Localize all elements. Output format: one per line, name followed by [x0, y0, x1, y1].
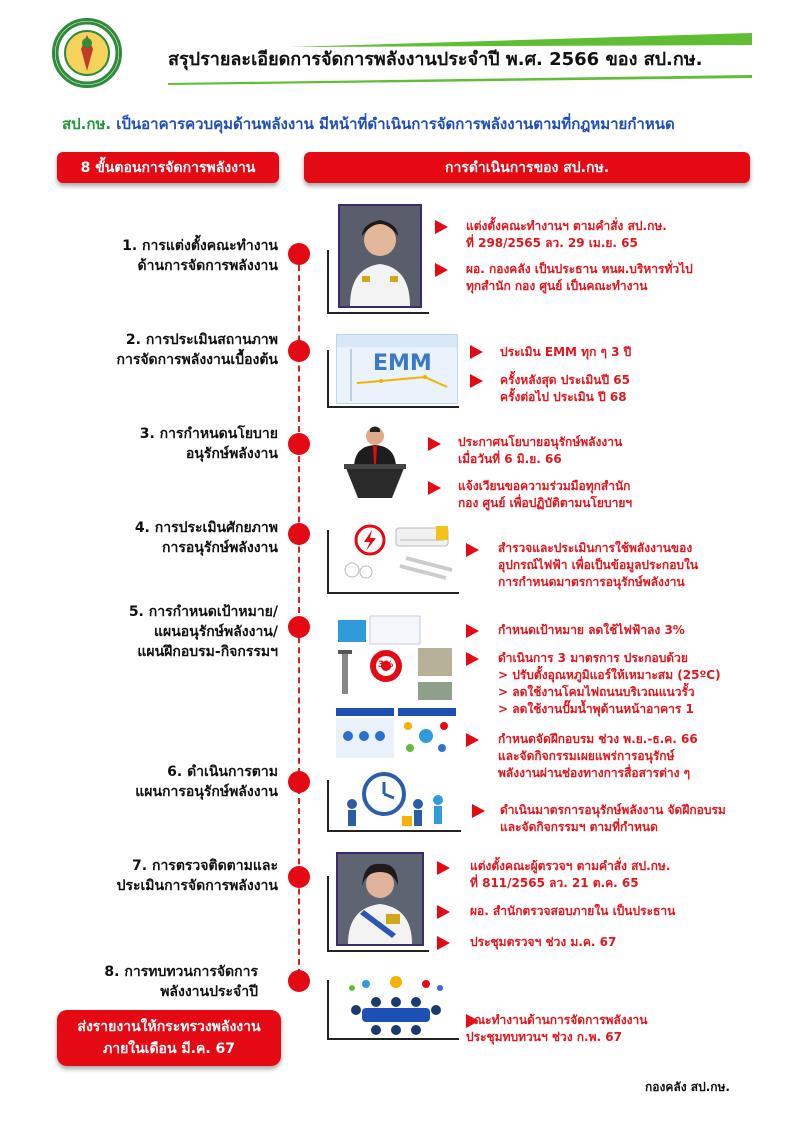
- step-2-emm-chart-image: [336, 334, 458, 404]
- step-4-bullet-1-line3: การกำหนดมาตรการอนุรักษ์พลังงาน: [498, 575, 685, 589]
- step-4-bullet-1-line2: อุปกรณ์ไฟฟ้า เพื่อเป็นข้อมูลประกอบใน: [498, 558, 699, 572]
- step-5-bullet-3-line2: และจัดกิจกรรมเผยแพร่การอนุรักษ์: [498, 749, 675, 763]
- step-1-bullet-2-line1: ผอ. กองคลัง เป็นประธาน หนผ.บริหารทั่วไป: [466, 262, 693, 276]
- step-6-bullet-1-line1: ดำเนินมาตรการอนุรักษ์พลังงาน จัดฝึกอบรม: [500, 803, 726, 817]
- page-subtitle: [62, 112, 675, 136]
- step-2-bullet-1-arrow: [470, 345, 483, 359]
- step-2-bullet-2: [500, 372, 630, 406]
- step-4-title: [40, 518, 278, 558]
- step-5-line2: แผนอนุรักษ์พลังงาน/: [153, 624, 278, 640]
- step-6-bullet-1: [500, 802, 726, 836]
- ministry-logo: [52, 18, 122, 88]
- step-2-dot: [288, 340, 310, 362]
- step-7-bullet-2-line1: ผอ. สำนักตรวจสอบภายใน เป็นประธาน: [470, 904, 676, 918]
- step-3-dot: [288, 433, 310, 455]
- step-5-bullet-2-line3: > ลดใช้งานโคมไฟถนนบริเวณแนวรั้ว: [498, 685, 695, 699]
- step-2-line2: การจัดการพลังงานเบื้องต้น: [116, 352, 278, 368]
- step-5-bullet-2-line4: > ลดใช้งานปั๊มน้ำพุด้านหน้าอาคาร 1: [498, 702, 694, 716]
- step-2-bullet-2-line2: ครั้งต่อไป ประเมิน ปี 68: [500, 390, 627, 404]
- step-8-bullet-1-line2: ประชุมทบทวนฯ ช่วง ก.พ. 67: [466, 1030, 622, 1044]
- step-1-portrait-image: [338, 204, 422, 308]
- step-4-line2: การอนุรักษ์พลังงาน: [162, 540, 278, 556]
- step-1-line1: 1. การแต่งตั้งคณะทำงาน: [122, 238, 278, 254]
- step-7-bullet-1-line1: แต่งตั้งคณะผู้ตรวจฯ ตามคำสั่ง สป.กษ.: [470, 859, 671, 873]
- step-5-dot: [288, 616, 310, 638]
- step-7-line1: 7. การตรวจติดตามและ: [132, 858, 278, 874]
- step-1-bullet-1-arrow: [435, 220, 448, 234]
- step-7-bullet-1-line2: ที่ 811/2565 ลว. 21 ต.ค. 65: [470, 876, 639, 890]
- step-6-bullet-1-arrow: [472, 804, 485, 818]
- step-1-dot: [288, 243, 310, 265]
- step-5-bullet-3: [498, 731, 698, 782]
- step-1-bullet-1-line1: แต่งตั้งคณะทำงานฯ ตามคำสั่ง สป.กษ.: [466, 219, 667, 233]
- step-2-bullet-2-arrow: [470, 374, 483, 388]
- step-4-appliances-image: [336, 518, 458, 590]
- step-5-title: [40, 602, 278, 662]
- step-6-title: [40, 762, 278, 802]
- step-5-bullet-1: [498, 622, 685, 639]
- step-3-line1: 3. การกำหนดนโยบาย: [139, 426, 278, 442]
- emm-label: EMM: [373, 351, 432, 376]
- page-title: สรุปรายละเอียดการจัดการพลังงานประจำปี พ.ศ. 2566 ของ สป.กษ.: [168, 49, 703, 70]
- step-4-bullet-1-line1: สำรวจและประเมินการใช้พลังงานของ: [498, 541, 693, 555]
- step-3-bullet-2-arrow: [428, 481, 441, 495]
- step-4-line1: 4. การประเมินศักยภาพ: [134, 520, 278, 536]
- step-4-bullet-1: [498, 540, 698, 591]
- step-5-bullet-2: [498, 650, 721, 718]
- step-1-line2: ด้านการจัดการพลังงาน: [137, 258, 278, 274]
- step-7-bullet-3: [470, 934, 616, 951]
- step-3-bullet-2-line1: แจ้งเวียนขอความร่วมมือทุกสำนัก: [458, 479, 631, 493]
- step-5-line3: แผนฝึกอบรม-กิจกรรมฯ: [137, 644, 278, 660]
- step-5-bullet-2-line1: ดำเนินการ 3 มาตรการ ประกอบด้วย: [498, 651, 688, 665]
- step-5-bullet-1-line1: กำหนดเป้าหมาย ลดใช้ไฟฟ้าลง 3%: [498, 623, 685, 637]
- step-7-title: [40, 856, 278, 896]
- step-8-line1: 8. การทบทวนการจัดการ: [104, 964, 258, 980]
- step-5-plan-collage-image: [334, 612, 458, 762]
- header-green-underline: [168, 70, 752, 80]
- step-2-line1: 2. การประเมินสถานภาพ: [125, 332, 278, 348]
- step-7-bullet-3-line1: ประชุมตรวจฯ ช่วง ม.ค. 67: [470, 935, 617, 949]
- step-1-bullet-2-arrow: [435, 263, 448, 277]
- report-deadline-box: [57, 1010, 281, 1066]
- step-2-bullet-2-line1: ครั้งหลังสุด ประเมินปี 65: [500, 373, 630, 387]
- step-3-bullet-1-line2: เมื่อวันที่ 6 มิ.ย. 66: [458, 452, 562, 466]
- step-5-bullet-3-line1: กำหนดจัดฝึกอบรม ช่วง พ.ย.-ธ.ค. 66: [498, 732, 698, 746]
- step-8-title: [40, 962, 258, 1002]
- report-deadline-line2: ภายในเดือน มี.ค. 67: [102, 1041, 235, 1057]
- step-1-bullet-2-line2: ทุกสำนัก กอง ศูนย์ เป็นคณะทำงาน: [466, 279, 648, 293]
- step-7-dot: [288, 866, 310, 888]
- step-2-bullet-1: [500, 344, 631, 361]
- step-3-bullet-1: [458, 434, 622, 468]
- subtitle-text: เป็นอาคารควบคุมด้านพลังงาน มีหน้าที่ดำเนินการจัดการพลังงานตามที่กฎหมายกำหนด: [111, 115, 675, 133]
- page-credit: กองคลัง สป.กษ.: [645, 1080, 730, 1094]
- step-4-bullet-1-arrow: [466, 543, 479, 557]
- step-6-dot: [288, 771, 310, 793]
- target-percent-label: 3%: [378, 660, 394, 670]
- step-5-bullet-2-arrow: [466, 652, 479, 666]
- report-deadline-line1: ส่งรายงานให้กระทรวงพลังงาน: [77, 1019, 261, 1035]
- steps-banner: 8 ขั้นตอนการจัดการพลังงาน: [57, 152, 279, 183]
- step-7-bullet-1-arrow: [437, 861, 450, 875]
- step-3-speaker-image: [340, 424, 410, 498]
- step-5-bullet-3-line3: พลังงานผ่านช่องทางการสื่อสารต่าง ๆ: [498, 766, 691, 780]
- actions-banner: การดำเนินการของ สป.กษ.: [304, 152, 750, 183]
- step-5-line1: 5. การกำหนดเป้าหมาย/: [128, 604, 278, 620]
- step-2-bullet-1-line1: ประเมิน EMM ทุก ๆ 3 ปี: [500, 345, 632, 359]
- step-5-bullet-2-line2: > ปรับตั้งอุณหภูมิแอร์ให้เหมาะสม (25ºC): [498, 668, 721, 682]
- step-1-title: [40, 236, 278, 276]
- step-2-title: [40, 330, 278, 370]
- step-7-bullet-1: [470, 858, 670, 892]
- step-3-title: [40, 424, 278, 464]
- subtitle-org: สป.กษ.: [62, 115, 112, 133]
- step-3-bullet-2-line2: กอง ศูนย์ เพื่อปฏิบัติตามนโยบายฯ: [458, 496, 633, 510]
- step-8-bullet-1-line1: คณะทำงานด้านการจัดการพลังงาน: [466, 1013, 648, 1027]
- step-8-bullet-1: [466, 1012, 647, 1046]
- step-3-bullet-1-line1: ประกาศนโยบายอนุรักษ์พลังงาน: [458, 435, 623, 449]
- step-6-line2: แผนการอนุรักษ์พลังงาน: [135, 784, 278, 800]
- step-6-teamwork-image: [340, 770, 456, 828]
- step-1-bullet-2: [466, 261, 693, 295]
- step-8-line2: พลังงานประจำปี: [160, 984, 258, 1000]
- step-4-dot: [288, 523, 310, 545]
- step-1-bullet-1-line2: ที่ 298/2565 ลว. 29 เม.ย. 65: [466, 236, 638, 250]
- step-7-portrait-image: [336, 852, 424, 946]
- step-7-bullet-2-arrow: [437, 905, 450, 919]
- step-6-bullet-1-line2: และจัดกิจกรรมฯ ตามที่กำหนด: [500, 820, 658, 834]
- step-3-line2: อนุรักษ์พลังงาน: [185, 446, 278, 462]
- step-5-bullet-3-arrow: [466, 733, 479, 747]
- step-1-bullet-1: [466, 218, 667, 252]
- step-6-line1: 6. ดำเนินการตาม: [167, 764, 278, 780]
- step-7-line2: ประเมินการจัดการพลังงาน: [116, 878, 278, 894]
- step-5-bullet-1-arrow: [466, 624, 479, 638]
- step-8-dot: [288, 970, 310, 992]
- step-7-bullet-3-arrow: [437, 936, 450, 950]
- step-7-bullet-2: [470, 903, 675, 920]
- step-3-bullet-1-arrow: [428, 437, 441, 451]
- step-8-meeting-image: [336, 974, 456, 1036]
- step-3-bullet-2: [458, 478, 632, 512]
